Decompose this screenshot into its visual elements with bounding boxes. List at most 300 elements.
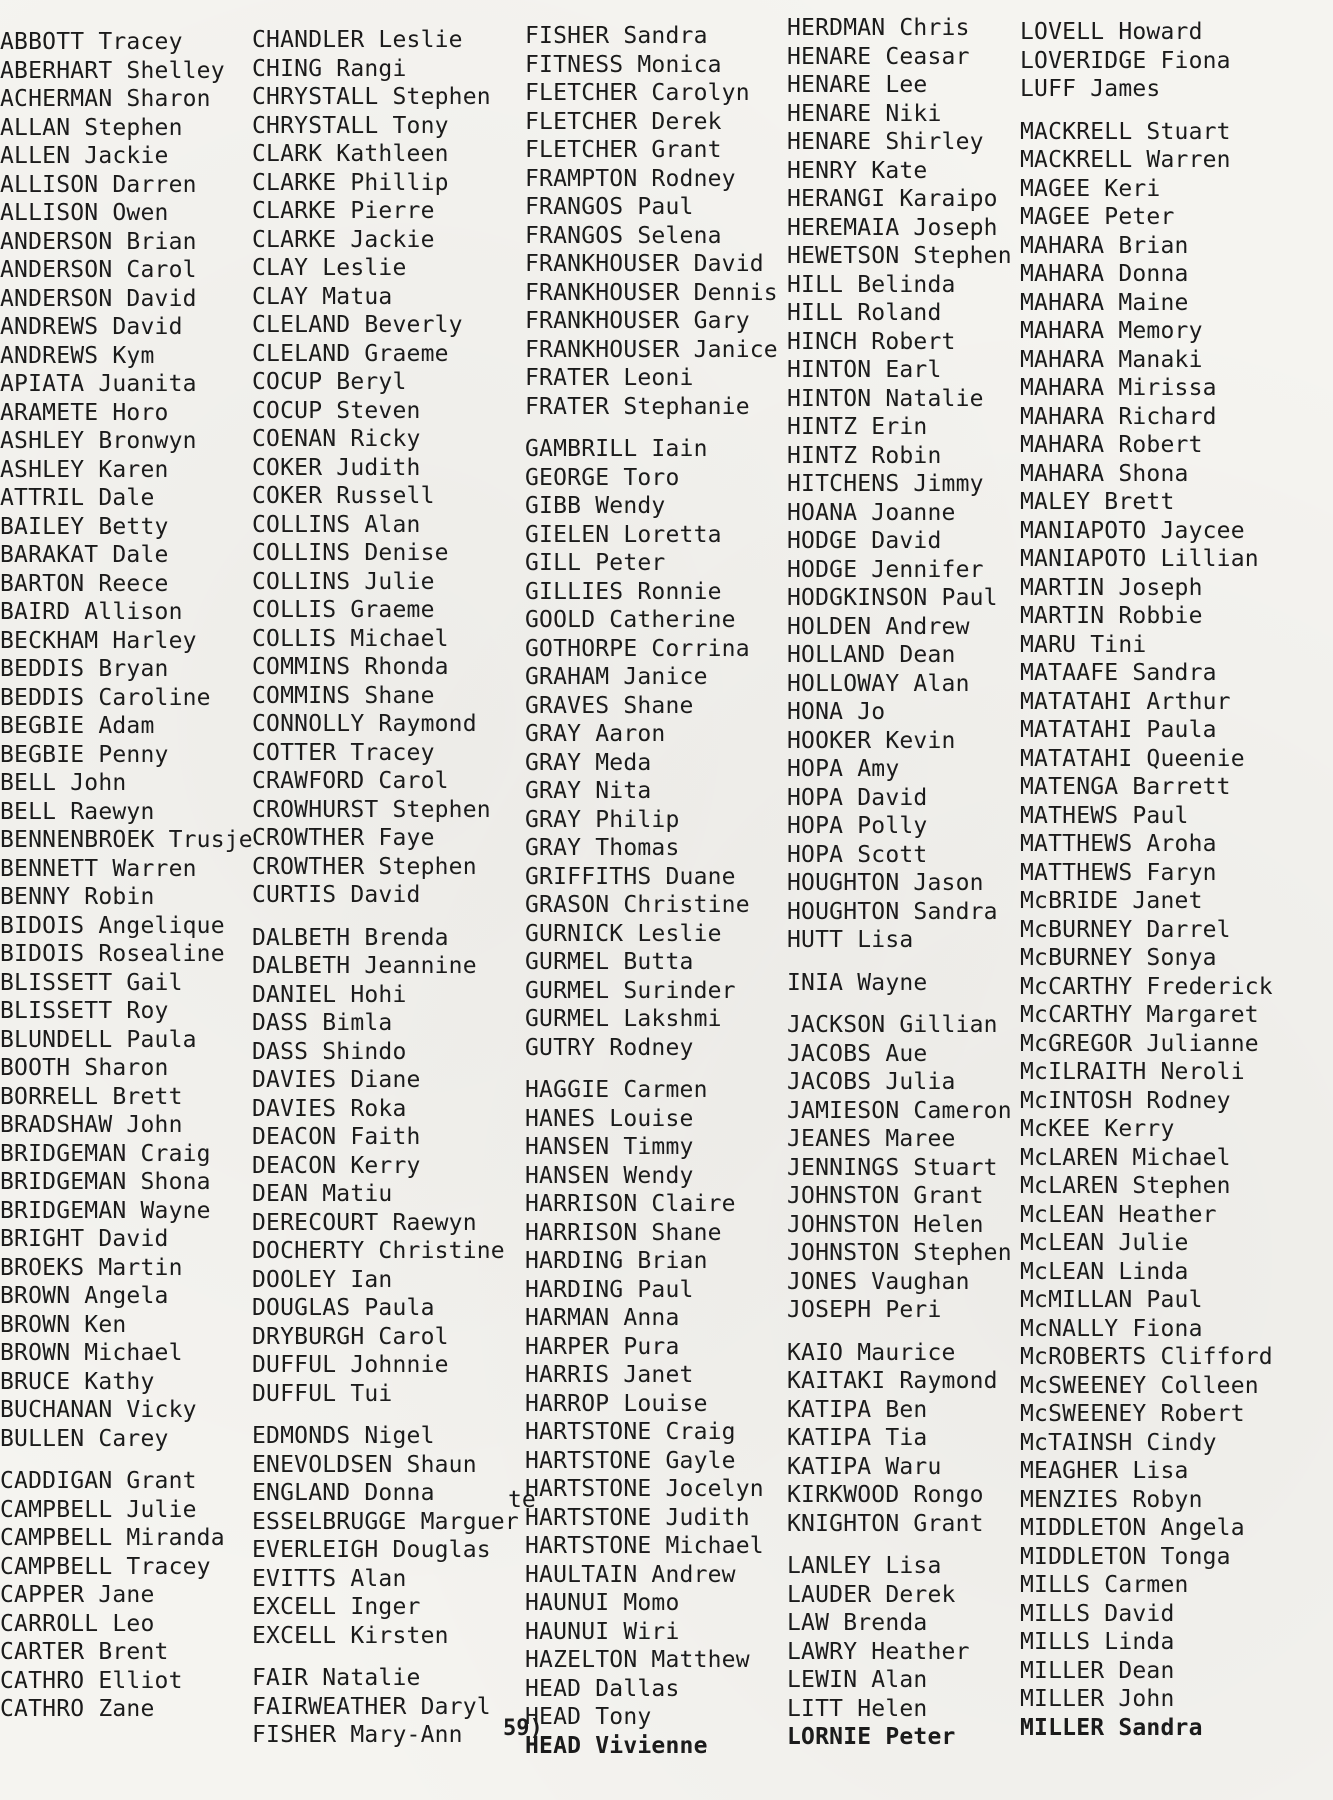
- name-entry: BRIDGEMAN Shona: [0, 1169, 211, 1195]
- name-entry: HUTT Lisa: [787, 927, 914, 953]
- name-entry: HOPA Scott: [787, 841, 928, 868]
- name-entry: FRANKHOUSER Dennis: [525, 279, 778, 306]
- name-entry: MATENGA Barrett: [1020, 774, 1231, 800]
- name-entry: ARAMETE Horo: [0, 399, 169, 426]
- name-entry: CHRYSTALL Tony: [252, 112, 449, 139]
- name-entry: FLETCHER Grant: [525, 137, 722, 163]
- name-entry: EXCELL Kirsten: [252, 1622, 449, 1649]
- name-entry: ATTRIL Dale: [0, 485, 155, 511]
- name-entry: DOOLEY Ian: [252, 1266, 393, 1293]
- name-column-3: [525, 22, 778, 1760]
- name-entry: MILLS Carmen: [1020, 1572, 1189, 1598]
- name-entry: BRADSHAW John: [0, 1112, 183, 1138]
- name-entry: HOPA Polly: [787, 813, 928, 839]
- name-entry: CLELAND Graeme: [252, 340, 449, 367]
- name-entry: HEAD Vivienne: [525, 1732, 708, 1759]
- name-entry: GIBB Wendy: [525, 493, 666, 519]
- name-entry: BRIGHT David: [0, 1226, 169, 1252]
- name-entry: BRUCE Kathy: [0, 1368, 155, 1395]
- name-entry: BROWN Ken: [0, 1311, 127, 1338]
- name-entry: GRAVES Shane: [525, 692, 694, 719]
- name-entry: ANDREWS Kym: [0, 342, 155, 369]
- section-gap: [787, 955, 1012, 969]
- name-entry: CATHRO Elliot: [0, 1667, 183, 1694]
- name-entry: DAVIES Roka: [252, 1095, 407, 1122]
- name-entry: MARTIN Joseph: [1020, 574, 1203, 601]
- name-entry: MAHARA Richard: [1020, 403, 1217, 430]
- name-entry: CLARKE Jackie: [252, 226, 435, 253]
- name-entry: DUFFUL Johnnie: [252, 1352, 449, 1378]
- name-entry: HEAD Dallas: [525, 1675, 680, 1702]
- name-entry: BRIDGEMAN Wayne: [0, 1197, 211, 1224]
- name-entry: COTTER Tracey: [252, 739, 435, 766]
- name-entry: GRAY Philip: [525, 806, 680, 833]
- name-entry: GRAY Thomas: [525, 835, 680, 861]
- name-entry: MILLER Dean: [1020, 1657, 1175, 1684]
- name-entry: MILLS David: [1020, 1600, 1175, 1627]
- name-entry: KIRKWOOD Rongo: [787, 1482, 984, 1508]
- name-entry: McCARTHY Frederick: [1020, 973, 1273, 1000]
- section-gap: [0, 1453, 253, 1467]
- name-entry: BORRELL Brett: [0, 1083, 183, 1110]
- name-entry: COCUP Steven: [252, 397, 421, 424]
- name-entry: ALLISON Owen: [0, 200, 169, 226]
- name-entry: FISHER Sandra: [525, 23, 708, 49]
- name-entry: BRIDGEMAN Craig: [0, 1140, 211, 1167]
- name-entry: ALLISON Darren: [0, 171, 197, 198]
- name-entry: McGREGOR Julianne: [1020, 1030, 1259, 1057]
- name-entry: ENEVOLDSEN Shaun: [252, 1451, 477, 1478]
- name-entry: ENGLAND Donna: [252, 1480, 435, 1506]
- name-entry: GURMEL Butta: [525, 949, 694, 975]
- name-entry: DAVIES Diane: [252, 1067, 421, 1093]
- name-entry: BULLEN Carey: [0, 1425, 169, 1452]
- name-entry: JENNINGS Stuart: [787, 1154, 998, 1181]
- name-entry: HINTZ Erin: [787, 414, 928, 440]
- name-entry: BENNETT Warren: [0, 855, 197, 882]
- name-entry: HODGE Jennifer: [787, 556, 984, 583]
- name-entry: MAHARA Maine: [1020, 289, 1189, 316]
- name-entry: HITCHENS Jimmy: [787, 471, 984, 497]
- name-entry: CHANDLER Leslie: [252, 27, 463, 53]
- name-entry: MAHARA Shona: [1020, 460, 1189, 487]
- name-entry: GRIFFITHS Duane: [525, 863, 736, 890]
- name-entry: HOUGHTON Sandra: [787, 898, 998, 925]
- name-entry: COKER Judith: [252, 454, 421, 481]
- name-entry: DALBETH Brenda: [252, 924, 449, 951]
- name-entry: GOTHORPE Corrina: [525, 635, 750, 662]
- name-entry: DUFFUL Tui: [252, 1380, 393, 1407]
- name-entry: BLISSETT Roy: [0, 998, 169, 1024]
- name-entry: CAMPBELL Julie: [0, 1496, 197, 1523]
- stray-text: te: [508, 1487, 536, 1513]
- name-entry: LANLEY Lisa: [787, 1553, 942, 1579]
- name-entry: BAILEY Betty: [0, 513, 169, 540]
- name-entry: CHRYSTALL Stephen: [252, 84, 491, 110]
- name-entry: ASHLEY Bronwyn: [0, 428, 197, 454]
- section-gap: [525, 421, 778, 435]
- name-entry: LAUDER Derek: [787, 1581, 956, 1608]
- name-entry: KNIGHTON Grant: [787, 1510, 984, 1537]
- name-entry: JOHNSTON Stephen: [787, 1240, 1012, 1266]
- name-entry: GILLIES Ronnie: [525, 578, 722, 605]
- name-entry: CLARKE Phillip: [252, 169, 449, 196]
- name-entry: COENAN Ricky: [252, 426, 421, 452]
- name-entry: BELL John: [0, 770, 127, 796]
- name-entry: HAZELTON Matthew: [525, 1647, 750, 1673]
- name-entry: EXCELL Inger: [252, 1594, 421, 1620]
- name-entry: HERDMAN Chris: [787, 15, 970, 41]
- name-entry: McLEAN Linda: [1020, 1258, 1189, 1285]
- name-entry: KATIPA Tia: [787, 1425, 928, 1451]
- section-gap: [252, 1408, 519, 1422]
- name-entry: HARROP Louise: [525, 1390, 708, 1417]
- name-entry: MAHARA Manaki: [1020, 346, 1203, 373]
- name-entry: HINTON Natalie: [787, 385, 984, 412]
- name-entry: MATATAHI Queenie: [1020, 745, 1245, 772]
- name-entry: CROWHURST Stephen: [252, 796, 491, 823]
- name-entry: MATTHEWS Aroha: [1020, 831, 1217, 857]
- name-entry: FRANKHOUSER Janice: [525, 336, 778, 363]
- name-entry: BEGBIE Adam: [0, 713, 155, 739]
- name-entry: DEACON Faith: [252, 1124, 421, 1150]
- name-entry: HARTSTONE Judith: [525, 1504, 750, 1531]
- name-entry: MIDDLETON Tonga: [1020, 1543, 1231, 1570]
- section-gap: [252, 910, 519, 924]
- name-entry: HERANGI Karaipo: [787, 186, 998, 212]
- name-entry: DOCHERTY Christine: [252, 1238, 505, 1264]
- name-entry: MEAGHER Lisa: [1020, 1458, 1189, 1484]
- name-entry: MATTHEWS Faryn: [1020, 859, 1217, 886]
- name-entry: BENNENBROEK Trusje: [0, 827, 253, 853]
- name-entry: GURNICK Leslie: [525, 920, 722, 947]
- name-entry: CARROLL Leo: [0, 1610, 155, 1637]
- name-entry: HEWETSON Stephen: [787, 243, 1012, 269]
- name-entry: CONNOLLY Raymond: [252, 711, 477, 737]
- name-entry: HARTSTONE Craig: [525, 1419, 736, 1445]
- section-gap: [787, 1538, 1012, 1552]
- name-entry: MACKRELL Stuart: [1020, 118, 1231, 145]
- name-entry: BLUNDELL Paula: [0, 1026, 197, 1053]
- name-entry: MENZIES Robyn: [1020, 1486, 1203, 1513]
- name-entry: MAHARA Donna: [1020, 261, 1189, 287]
- name-entry: HEAD Tony: [525, 1704, 652, 1730]
- name-entry: HANES Louise: [525, 1105, 694, 1132]
- name-entry: CRAWFORD Carol: [252, 768, 449, 794]
- name-entry: EVITTS Alan: [252, 1565, 407, 1592]
- name-column-4: [787, 14, 1012, 1752]
- name-entry: HANSEN Timmy: [525, 1134, 694, 1160]
- name-entry: MILLER John: [1020, 1686, 1175, 1712]
- name-entry: EVERLEIGH Douglas: [252, 1537, 491, 1563]
- name-entry: BOOTH Sharon: [0, 1055, 169, 1081]
- name-entry: FRATER Stephanie: [525, 393, 750, 420]
- name-entry: GRAY Nita: [525, 778, 652, 804]
- name-entry: ANDERSON Brian: [0, 228, 197, 255]
- name-entry: McCARTHY Margaret: [1020, 1002, 1259, 1028]
- name-column-5: [1020, 18, 1273, 1742]
- name-entry: HOLDEN Andrew: [787, 613, 970, 640]
- name-entry: BECKHAM Harley: [0, 627, 197, 654]
- name-entry: MANIAPOTO Lillian: [1020, 546, 1259, 572]
- name-entry: COCUP Beryl: [252, 369, 407, 395]
- name-entry: BROEKS Martin: [0, 1254, 183, 1281]
- name-entry: COLLINS Denise: [252, 540, 449, 566]
- name-entry: DASS Bimla: [252, 1010, 393, 1036]
- name-entry: CLAY Leslie: [252, 255, 407, 281]
- name-entry: HOUGHTON Jason: [787, 870, 984, 896]
- name-entry: HILL Belinda: [787, 271, 956, 298]
- name-entry: HOPA David: [787, 784, 928, 811]
- name-entry: HARTSTONE Jocelyn: [525, 1476, 764, 1502]
- section-gap: [525, 1062, 778, 1076]
- name-entry: LUFF James: [1020, 76, 1161, 102]
- name-entry: BELL Raewyn: [0, 798, 155, 825]
- name-entry: GRAY Meda: [525, 749, 652, 776]
- name-entry: McBURNEY Darrel: [1020, 916, 1231, 943]
- name-entry: DEAN Matiu: [252, 1181, 393, 1207]
- name-entry: McILRAITH Neroli: [1020, 1059, 1245, 1085]
- name-entry: HAGGIE Carmen: [525, 1077, 708, 1103]
- name-entry: HENARE Niki: [787, 100, 942, 127]
- name-entry: BROWN Angela: [0, 1283, 169, 1309]
- name-entry: MAHARA Memory: [1020, 318, 1203, 344]
- name-entry: HOLLOWAY Alan: [787, 670, 970, 697]
- name-entry: COLLINS Alan: [252, 511, 421, 538]
- name-entry: HARRISON Claire: [525, 1191, 736, 1217]
- name-entry: HARPER Pura: [525, 1333, 680, 1360]
- name-entry: McNALLY Fiona: [1020, 1315, 1203, 1342]
- name-entry: ABBOTT Tracey: [0, 29, 183, 55]
- name-entry: DERECOURT Raewyn: [252, 1209, 477, 1236]
- name-entry: McTAINSH Cindy: [1020, 1429, 1217, 1456]
- section-gap: [1020, 104, 1273, 118]
- name-entry: McINTOSH Rodney: [1020, 1087, 1231, 1114]
- name-entry: CURTIS David: [252, 882, 421, 908]
- name-entry: HAULTAIN Andrew: [525, 1561, 736, 1588]
- name-entry: MANIAPOTO Jaycee: [1020, 517, 1245, 544]
- name-entry: FRAMPTON Rodney: [525, 165, 736, 192]
- name-entry: HARRISON Shane: [525, 1219, 722, 1246]
- name-entry: CLARK Kathleen: [252, 141, 449, 167]
- name-entry: MARU Tini: [1020, 631, 1147, 658]
- section-gap: [252, 1650, 519, 1664]
- name-entry: HONA Jo: [787, 699, 886, 725]
- page-number: 59): [503, 1716, 543, 1741]
- name-entry: CATHRO Zane: [0, 1696, 155, 1722]
- name-entry: ANDERSON David: [0, 285, 197, 312]
- name-entry: MATATAHI Paula: [1020, 717, 1217, 743]
- name-entry: FISHER Mary-Ann: [252, 1722, 463, 1748]
- name-entry: HAUNUI Momo: [525, 1590, 680, 1616]
- name-entry: LOVELL Howard: [1020, 19, 1203, 45]
- name-entry: LOVERIDGE Fiona: [1020, 47, 1231, 74]
- name-entry: CROWTHER Stephen: [252, 853, 477, 880]
- name-column-1: [0, 28, 253, 1724]
- name-entry: HOOKER Kevin: [787, 727, 956, 754]
- name-entry: BIDOIS Angelique: [0, 912, 225, 939]
- name-entry: FRANKHOUSER David: [525, 251, 764, 277]
- name-entry: FLETCHER Derek: [525, 108, 722, 135]
- name-entry: HOLLAND Dean: [787, 642, 956, 668]
- name-entry: BAIRD Allison: [0, 599, 183, 625]
- name-entry: MATHEWS Paul: [1020, 802, 1189, 829]
- name-entry: FAIR Natalie: [252, 1665, 421, 1691]
- name-entry: BEDDIS Caroline: [0, 684, 211, 711]
- name-entry: CARTER Brent: [0, 1639, 169, 1665]
- name-entry: MAGEE Keri: [1020, 175, 1161, 202]
- name-entry: CROWTHER Faye: [252, 825, 435, 851]
- name-entry: CADDIGAN Grant: [0, 1468, 197, 1494]
- name-entry: GEORGE Toro: [525, 464, 680, 491]
- name-entry: McSWEENEY Colleen: [1020, 1372, 1259, 1399]
- name-entry: JACOBS Aue: [787, 1040, 928, 1067]
- name-entry: McLEAN Julie: [1020, 1230, 1189, 1256]
- name-entry: HARTSTONE Michael: [525, 1533, 764, 1559]
- name-entry: APIATA Juanita: [0, 371, 197, 397]
- name-entry: JAMIESON Cameron: [787, 1097, 1012, 1124]
- name-entry: KAIO Maurice: [787, 1339, 956, 1366]
- name-entry: ANDREWS David: [0, 314, 183, 340]
- name-entry: McSWEENEY Robert: [1020, 1401, 1245, 1427]
- name-entry: FITNESS Monica: [525, 51, 722, 78]
- name-entry: DRYBURGH Carol: [252, 1323, 449, 1350]
- name-entry: MIDDLETON Angela: [1020, 1515, 1245, 1541]
- section-gap: [787, 1325, 1012, 1339]
- name-entry: BROWN Michael: [0, 1340, 183, 1366]
- name-entry: FAIRWEATHER Daryl: [252, 1693, 491, 1720]
- name-entry: MAGEE Peter: [1020, 204, 1175, 230]
- name-entry: GRASON Christine: [525, 892, 750, 918]
- name-entry: COLLIS Michael: [252, 625, 449, 652]
- name-entry: EDMONDS Nigel: [252, 1423, 435, 1449]
- name-entry: MATATAHI Arthur: [1020, 688, 1231, 715]
- name-entry: CLARKE Pierre: [252, 198, 435, 224]
- name-entry: LAWRY Heather: [787, 1638, 970, 1665]
- name-entry: CAMPBELL Miranda: [0, 1525, 225, 1551]
- name-entry: GIELEN Loretta: [525, 521, 722, 548]
- name-entry: BENNY Robin: [0, 884, 155, 910]
- name-entry: CLELAND Beverly: [252, 312, 463, 338]
- name-entry: MALEY Brett: [1020, 489, 1175, 515]
- name-entry: BUCHANAN Vicky: [0, 1397, 197, 1423]
- name-entry: FRANGOS Paul: [525, 194, 694, 220]
- name-entry: MILLS Linda: [1020, 1629, 1175, 1655]
- name-entry: JONES Vaughan: [787, 1268, 970, 1295]
- name-entry: DOUGLAS Paula: [252, 1295, 435, 1321]
- name-entry: HEREMAIA Joseph: [787, 214, 998, 241]
- name-entry: McMILLAN Paul: [1020, 1287, 1203, 1313]
- name-entry: McBRIDE Janet: [1020, 888, 1203, 914]
- name-entry: GURMEL Surinder: [525, 977, 736, 1004]
- name-entry: FLETCHER Carolyn: [525, 80, 750, 106]
- name-entry: CAPPER Jane: [0, 1582, 155, 1608]
- name-entry: BLISSETT Gail: [0, 969, 183, 996]
- name-entry: COLLINS Julie: [252, 568, 435, 595]
- name-entry: MILLER Sandra: [1020, 1714, 1203, 1741]
- name-entry: HOANA Joanne: [787, 499, 956, 526]
- name-entry: CLAY Matua: [252, 283, 393, 310]
- name-entry: DALBETH Jeannine: [252, 953, 477, 979]
- section-gap: [787, 997, 1012, 1011]
- name-entry: ANDERSON Carol: [0, 257, 197, 283]
- name-entry: HENARE Ceasar: [787, 43, 970, 70]
- name-entry: CAMPBELL Tracey: [0, 1553, 211, 1580]
- name-entry: JOHNSTON Grant: [787, 1183, 984, 1209]
- name-entry: GAMBRILL Iain: [525, 436, 708, 462]
- name-entry: ACHERMAN Sharon: [0, 86, 211, 112]
- name-entry: BARTON Reece: [0, 570, 169, 597]
- name-entry: BARAKAT Dale: [0, 542, 169, 568]
- name-entry: KATIPA Ben: [787, 1396, 928, 1423]
- name-entry: COKER Russell: [252, 483, 435, 509]
- name-entry: HINCH Robert: [787, 328, 956, 355]
- name-entry: MAHARA Brian: [1020, 232, 1189, 259]
- name-entry: DANIEL Hohi: [252, 981, 407, 1008]
- name-entry: FRANKHOUSER Gary: [525, 308, 750, 334]
- name-entry: LORNIE Peter: [787, 1724, 956, 1750]
- name-entry: McKEE Kerry: [1020, 1116, 1175, 1142]
- name-entry: DASS Shindo: [252, 1038, 407, 1065]
- name-entry: KATIPA Waru: [787, 1453, 942, 1480]
- name-entry: MARTIN Robbie: [1020, 603, 1203, 629]
- name-entry: McLEAN Heather: [1020, 1201, 1217, 1228]
- name-entry: ALLEN Jackie: [0, 143, 169, 169]
- name-entry: FRANGOS Selena: [525, 222, 722, 249]
- name-entry: HARTSTONE Gayle: [525, 1447, 736, 1474]
- name-entry: CHING Rangi: [252, 55, 407, 82]
- name-entry: DEACON Kerry: [252, 1152, 421, 1179]
- name-entry: FRATER Leoni: [525, 365, 694, 391]
- name-entry: LITT Helen: [787, 1695, 928, 1722]
- name-entry: HODGKINSON Paul: [787, 585, 998, 611]
- name-entry: GILL Peter: [525, 550, 666, 576]
- name-entry: MATAAFE Sandra: [1020, 660, 1217, 686]
- name-entry: COLLIS Graeme: [252, 597, 435, 623]
- name-entry: MAHARA Robert: [1020, 432, 1203, 458]
- name-entry: INIA Wayne: [787, 969, 928, 996]
- name-entry: McLAREN Michael: [1020, 1144, 1231, 1171]
- name-entry: McROBERTS Clifford: [1020, 1344, 1273, 1370]
- name-entry: KAITAKI Raymond: [787, 1368, 998, 1394]
- name-entry: GRAHAM Janice: [525, 664, 708, 690]
- name-entry: HANSEN Wendy: [525, 1162, 694, 1189]
- name-entry: HOPA Amy: [787, 756, 900, 782]
- name-entry: COMMINS Rhonda: [252, 654, 449, 680]
- name-entry: McLAREN Stephen: [1020, 1173, 1231, 1199]
- name-entry: BIDOIS Rosealine: [0, 941, 225, 967]
- name-entry: JOHNSTON Helen: [787, 1211, 984, 1238]
- name-entry: GURMEL Lakshmi: [525, 1006, 722, 1032]
- name-entry: HARDING Brian: [525, 1248, 708, 1274]
- name-entry: GUTRY Rodney: [525, 1034, 694, 1061]
- name-entry: McBURNEY Sonya: [1020, 945, 1217, 971]
- name-entry: HENRY Kate: [787, 157, 928, 184]
- name-entry: HENARE Lee: [787, 72, 928, 98]
- name-entry: HENARE Shirley: [787, 129, 984, 155]
- name-entry: HINTON Earl: [787, 357, 942, 383]
- name-entry: JEANES Maree: [787, 1126, 956, 1152]
- name-entry: BEGBIE Penny: [0, 741, 169, 768]
- name-entry: HARDING Paul: [525, 1276, 694, 1303]
- name-entry: HINTZ Robin: [787, 442, 942, 469]
- name-entry: LEWIN Alan: [787, 1667, 928, 1693]
- name-column-2: [252, 26, 519, 1750]
- name-entry: HODGE David: [787, 528, 942, 554]
- name-entry: MAHARA Mirissa: [1020, 375, 1217, 401]
- name-entry: COMMINS Shane: [252, 682, 435, 709]
- name-entry: MACKRELL Warren: [1020, 147, 1231, 173]
